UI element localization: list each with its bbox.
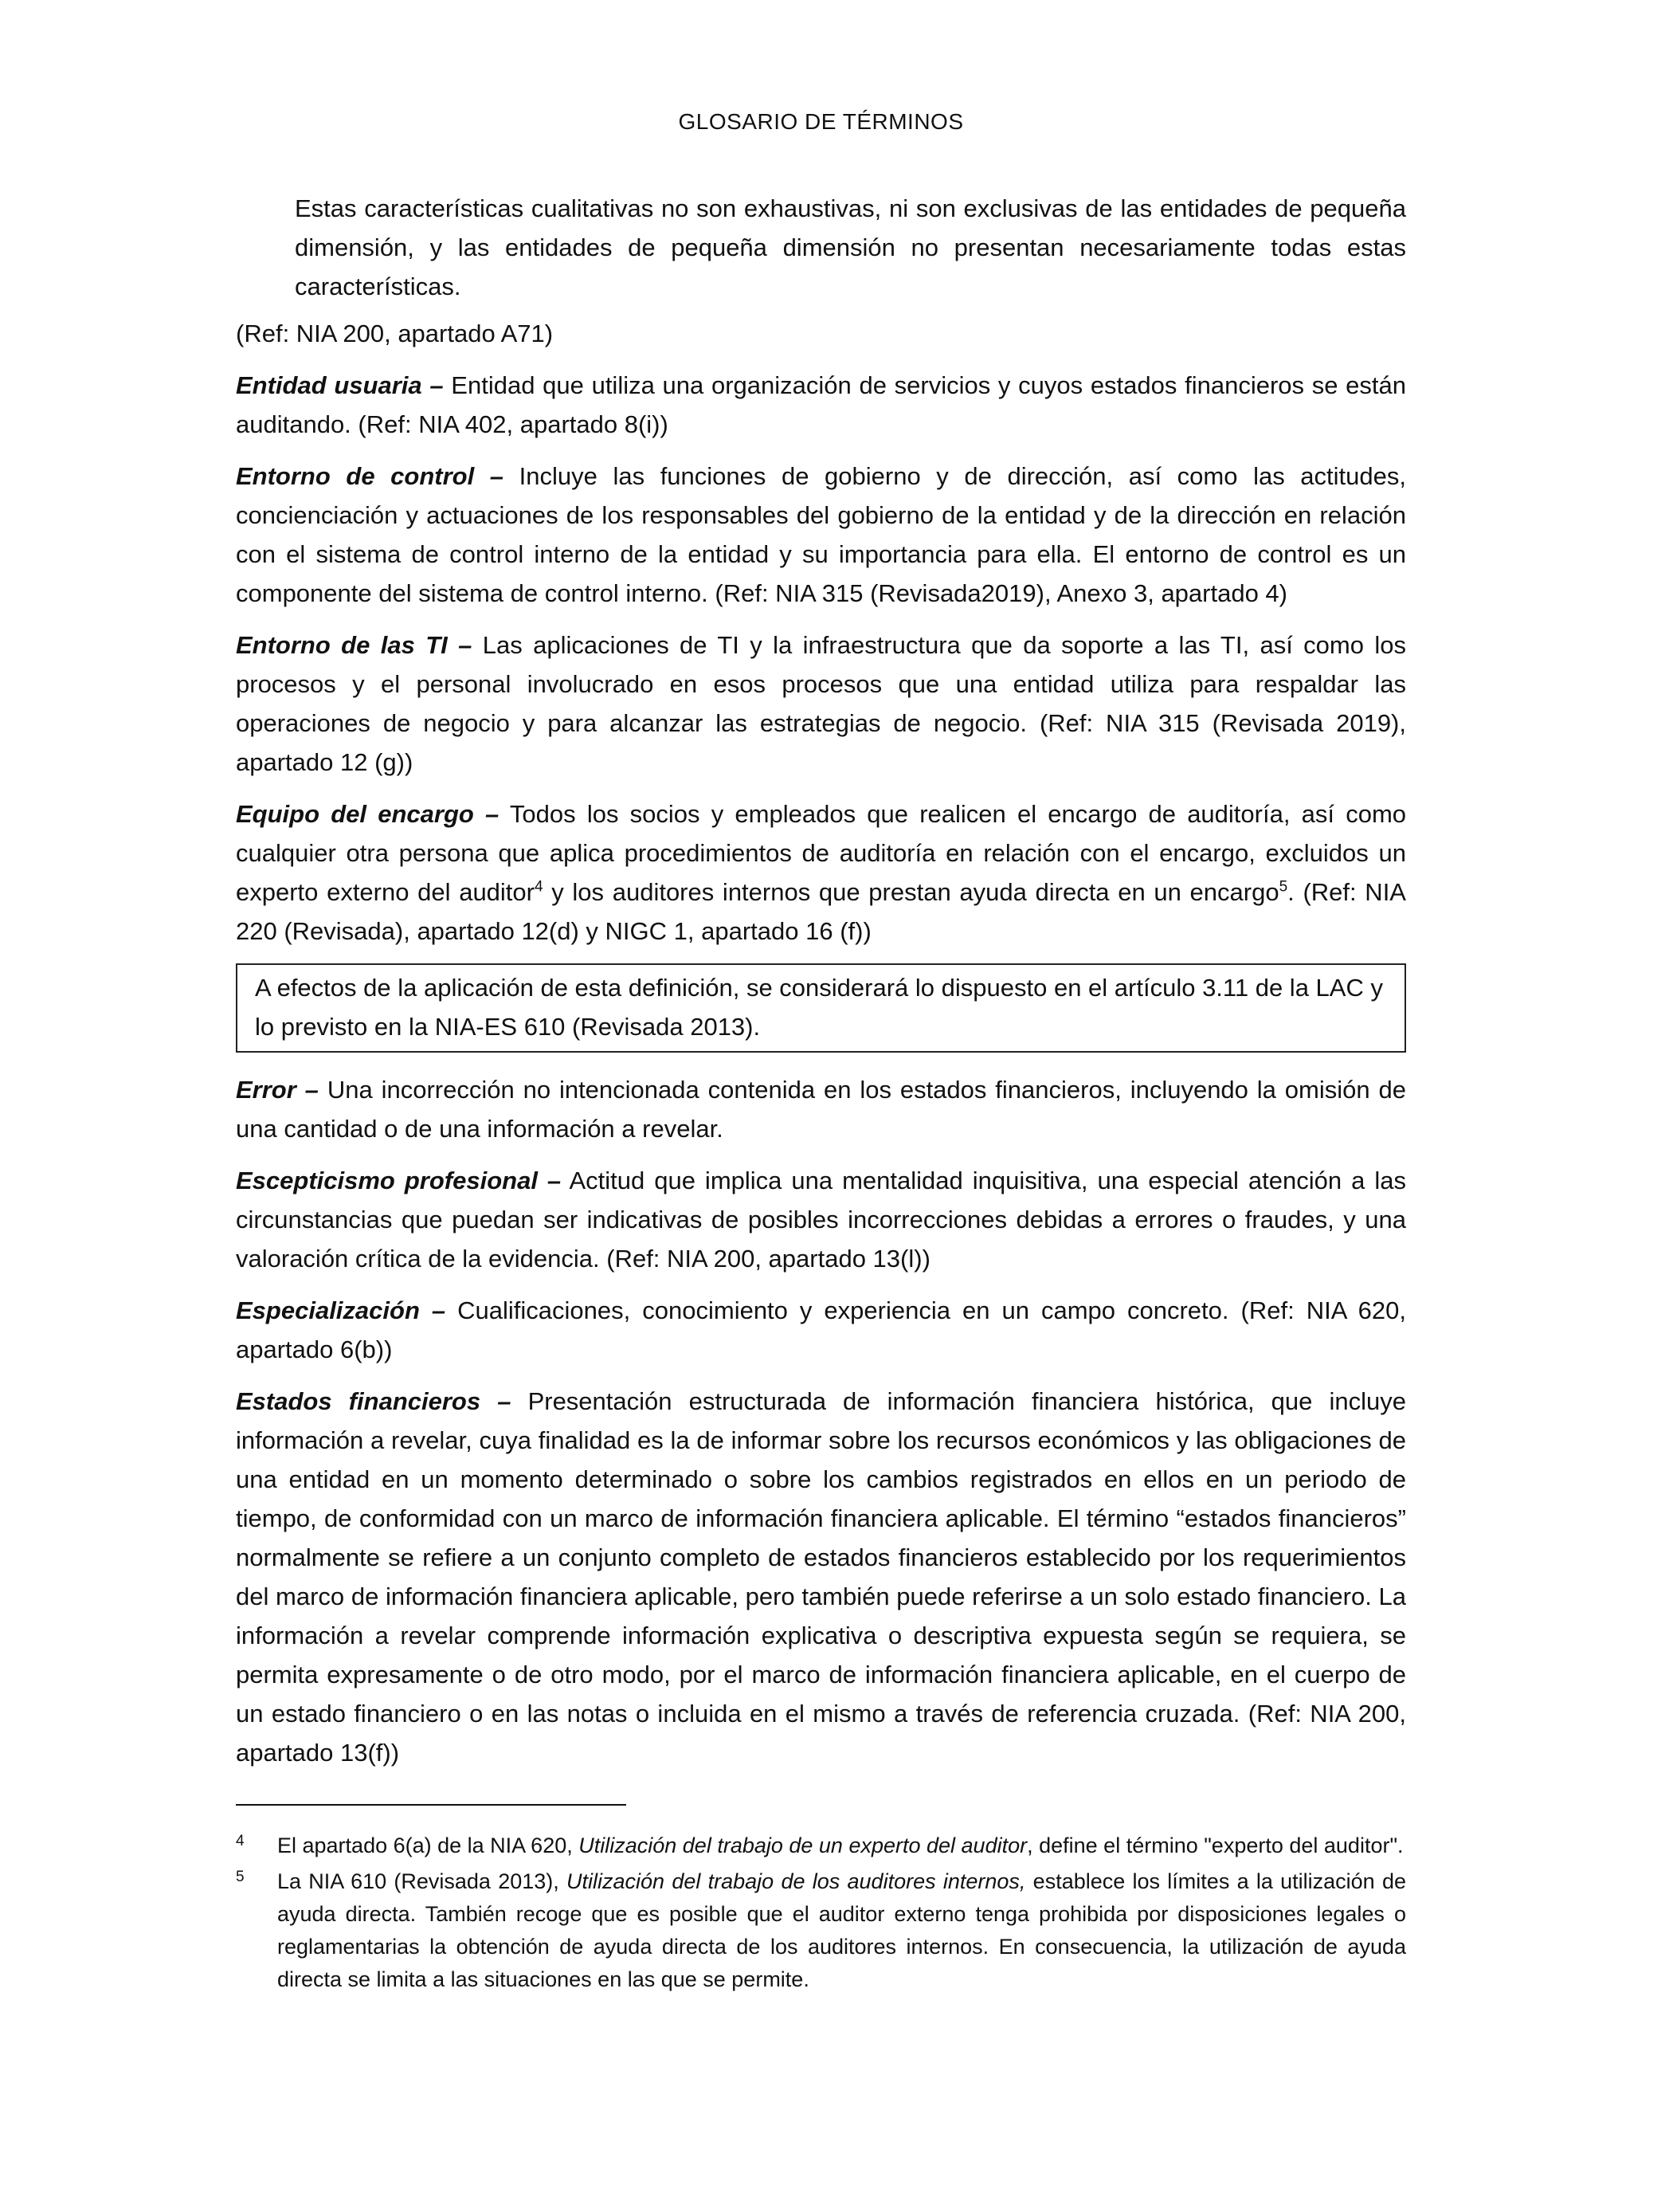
definition-entorno-ti: Las aplicaciones de TI y la infraestructura que da soporte a las TI, así como los procesos y el personal involucrado en esos procesos que una entidad utiliza para respaldar las operaciones de negocio y para alcanzar las estrategias de negocio. (Ref: NIA 315 (Revisada 2019), apartado 12 (g))	[236, 631, 1406, 776]
footnote-number: 5	[236, 1869, 245, 1885]
footnote-text-part: , define el término "experto del auditor".	[1027, 1834, 1404, 1857]
definition-equipo-encargo-part3: . (Ref: NIA 220 (Revisada), apartado 12(d) y NIGC 1, apartado 16 (f))	[236, 878, 1406, 945]
term-error: Error –	[236, 1076, 319, 1104]
definition-entidad-usuaria: Entidad que utiliza una organización de servicios y cuyos estados financieros se están auditando. (Ref: NIA 402, apartado 8(i))	[236, 371, 1406, 438]
page-header: GLOSARIO DE TÉRMINOS	[678, 109, 964, 134]
definition-especializacion: Cualificaciones, conocimiento y experiencia en un campo concreto. (Ref: NIA 620, apartado 6(b))	[236, 1296, 1407, 1363]
term-entidad-usuaria: Entidad usuaria –	[236, 371, 444, 399]
definition-equipo-encargo-part1: Todos los socios y empleados que realicen el encargo de auditoría, así como cualquier otra persona que aplica procedimientos de auditoría en relación con el encargo, excluidos un experto externo del auditor	[236, 800, 1407, 906]
footnote-text	[277, 1830, 1406, 1862]
intro-reference: (Ref: NIA 200, apartado A71)	[236, 320, 554, 347]
term-escepticismo: Escepticismo profesional –	[236, 1167, 562, 1194]
term-equipo-encargo: Equipo del encargo –	[236, 800, 500, 828]
entry-escepticismo	[236, 1161, 1406, 1278]
footnote-4	[236, 1830, 1406, 1862]
footnote-number: 4	[236, 1833, 245, 1849]
footnote-text	[277, 1865, 1406, 1996]
entry-entorno-control	[236, 457, 1406, 613]
footnote-ref-4[interactable]: 4	[534, 878, 543, 896]
term-estados-financieros: Estados financieros –	[236, 1387, 511, 1415]
entry-entidad-usuaria	[236, 366, 1406, 444]
footnote-ref-5[interactable]: 5	[1279, 878, 1288, 896]
term-entorno-ti: Entorno de las TI –	[236, 631, 472, 659]
definition-estados-financieros: Presentación estructurada de información financiera histórica, que incluye información a revelar, cuya finalidad es la de informar sobre los recursos económicos y las obligaciones de una entidad en un momento determinado o sobre los cambios registrados en ellos en un periodo de tiempo, de conformidad con un marco de información financiera aplicable. El término “estados financieros” normalmente se refiere a un conjunto completo de estados financieros establecido por los requerimientos del marco de información financiera aplicable, pero también puede referirse a un solo estado financiero. La información a revelar comprende información explicativa o descriptiva expuesta según se requiera, se permita expresamente o de otro modo, por el marco de información financiera aplicable, en el cuerpo de un estado financiero o en las notas o incluida en el mismo a través de referencia cruzada. (Ref: NIA 200, apartado 13(f))	[236, 1387, 1407, 1767]
entry-especializacion	[236, 1291, 1406, 1369]
entry-equipo-encargo	[236, 794, 1406, 951]
definition-entorno-control: Incluye las funciones de gobierno y de dirección, así como las actitudes, concienciación y actuaciones de los responsables del gobierno de la entidad y de la dirección en relación con el sistema de control interno de la entidad y su importancia para ella. El entorno de control es un componente del sistema de control interno. (Ref: NIA 315 (Revisada2019), Anexo 3, apartado 4)	[236, 462, 1406, 607]
footnote-text-part: establece los límites a la utilización de ayuda directa. También recoge que es posible que el auditor externo tenga prohibida por disposiciones legales o reglamentarias la obtención de ayuda directa de los auditores internos. En consecuencia, la utilización de ayuda directa se limita a las situaciones en las que se permite.	[277, 1869, 1406, 1991]
footnote-text-part: La NIA 610 (Revisada 2013),	[277, 1869, 567, 1893]
footnote-divider	[236, 1804, 626, 1806]
term-entorno-control: Entorno de control –	[236, 462, 504, 490]
definition-error: Una incorrección no intencionada contenida en los estados financieros, incluyendo la omisión de una cantidad o de una información a revelar.	[236, 1076, 1406, 1143]
footnote-text-part: El apartado 6(a) de la NIA 620,	[277, 1834, 579, 1857]
definition-equipo-encargo-part2: y los auditores internos que prestan ayuda directa en un encargo	[543, 878, 1279, 906]
footnote-5	[236, 1865, 1406, 1996]
entry-estados-financieros	[236, 1382, 1406, 1772]
term-especializacion: Especialización –	[236, 1296, 446, 1324]
definition-escepticismo: Actitud que implica una mentalidad inquisitiva, una especial atención a las circunstancias que puedan ser indicativas de posibles incorrecciones debidas a errores o fraudes, y una valoración crítica de la evidencia. (Ref: NIA 200, apartado 13(l))	[236, 1167, 1406, 1273]
footnote-title: Utilización del trabajo de los auditores internos,	[566, 1869, 1026, 1893]
intro-paragraph: Estas características cualitativas no son exhaustivas, ni son exclusivas de las entidades de pequeña dimensión, y las entidades de pequeña dimensión no presentan necesariamente todas estas características.	[295, 194, 1406, 300]
footnote-title: Utilización del trabajo de un experto del auditor	[578, 1834, 1028, 1857]
entry-entorno-ti	[236, 626, 1406, 782]
entry-error	[236, 1070, 1406, 1148]
note-box: A efectos de la aplicación de esta definición, se considerará lo dispuesto en el artículo 3.11 de la LAC y lo previsto en la NIA-ES 610 (Revisada 2013).	[236, 963, 1406, 1053]
